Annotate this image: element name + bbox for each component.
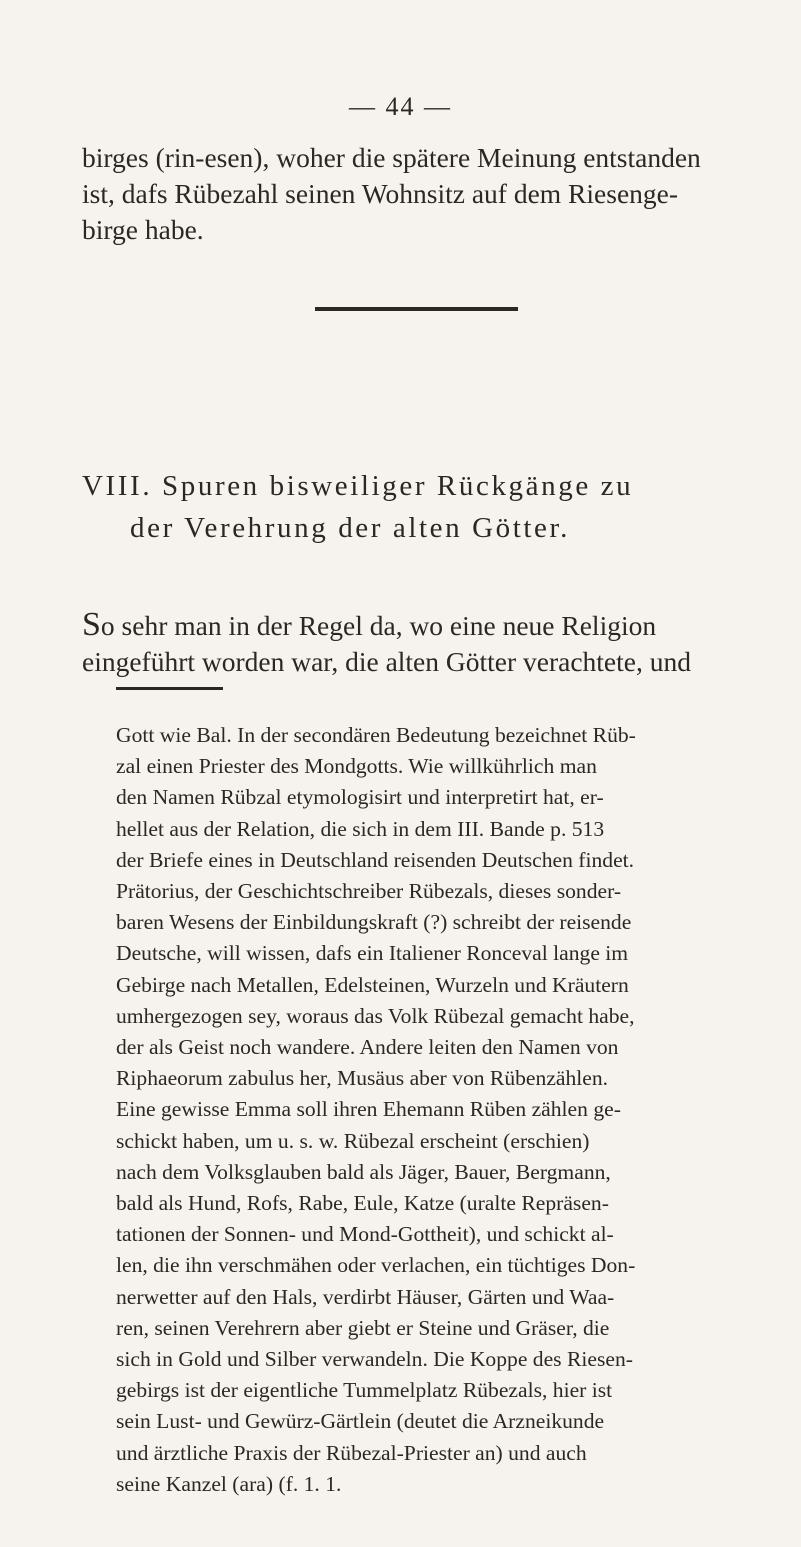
text-line: ist, dafs Rübezahl seinen Wohnsitz auf dem Riesenge- <box>82 178 679 209</box>
footnote-line: den Namen Rübzal etymologisirt und interpretirt hat, er- <box>116 785 604 810</box>
footnote-line: umhergezogen sey, woraus das Volk Rübezal gemacht habe, <box>116 1003 635 1028</box>
footnote-line: len, die ihn verschmähen oder verlachen, ein tüchtiges Don- <box>116 1253 636 1278</box>
footnote-line: seine Kanzel (ara) (f. 1. 1. <box>116 1471 342 1496</box>
text-line: eingeführt worden war, die alten Götter verachtete, und <box>82 646 691 677</box>
text-line-rest: o sehr man in der Regel da, wo eine neue Religion <box>100 610 657 641</box>
page-number: — 44 — <box>349 92 452 121</box>
initial-letter: S <box>82 606 101 643</box>
footnote-line: sein Lust- und Gewürz-Gärtlein (deutet die Arzneikunde <box>116 1409 605 1434</box>
footnote-line: Gott wie Bal. In der secondären Bedeutung bezeichnet Rüb- <box>116 723 636 747</box>
body-paragraph <box>82 607 762 680</box>
footnote-line: zal einen Priester des Mondgotts. Wie willkührlich man <box>116 754 597 779</box>
footnote-divider <box>116 687 223 690</box>
footnote-line: der Briefe eines in Deutschland reisenden Deutschen findet. <box>116 847 635 872</box>
footnote-line: hellet aus der Relation, die sich in dem III. Bande p. 513 <box>116 816 605 841</box>
text-line: birges (rin-esen), woher die spätere Meinung entstanden <box>82 142 701 173</box>
footnote-line: Deutsche, will wissen, dafs ein Italiener Ronceval lange im <box>116 941 629 966</box>
footnote-line: Prätorius, der Geschichtschreiber Rübezals, dieses sonder- <box>116 879 622 904</box>
text-line: birge habe. <box>82 214 204 245</box>
footnote-line: Eine gewisse Emma soll ihren Ehemann Rüben zählen ge- <box>116 1097 621 1122</box>
footnote-line: tationen der Sonnen- und Mond-Gottheit), und schickt al- <box>116 1222 614 1247</box>
footnote-line: gebirgs ist der eigentliche Tummelplatz Rübezals, hier ist <box>116 1378 613 1403</box>
footnote-line: bald als Hund, Rofs, Rabe, Eule, Katze (uralte Repräsen- <box>116 1191 609 1216</box>
footnote-line: ren, seinen Verehrern aber giebt er Steine und Gräser, die <box>116 1315 610 1340</box>
footnote-line: der als Geist noch wandere. Andere leiten den Namen von <box>116 1035 619 1060</box>
footnote-line: sich in Gold und Silber verwandeln. Die Koppe des Riesen- <box>116 1347 633 1372</box>
footnote <box>116 720 766 1500</box>
heading-line: der Verehrung der alten Götter. <box>130 512 571 544</box>
footnote-line: und ärztliche Praxis der Rübezal-Priester an) und auch <box>116 1440 587 1465</box>
section-heading <box>82 465 762 549</box>
intro-paragraph <box>82 140 762 248</box>
footnote-line: baren Wesens der Einbildungskraft (?) schreibt der reisende <box>116 910 632 935</box>
footnote-line: nerwetter auf den Hals, verdirbt Häuser, Gärten und Waa- <box>116 1284 615 1309</box>
footnote-line: schickt haben, um u. s. w. Rübezal erscheint (erschien) <box>116 1128 590 1153</box>
section-divider <box>315 307 518 311</box>
heading-line: VIII. Spuren bisweiliger Rückgänge zu <box>82 470 634 502</box>
text-line <box>82 607 762 644</box>
footnote-line: nach dem Volksglauben bald als Jäger, Bauer, Bergmann, <box>116 1159 611 1184</box>
footnote-line: Gebirge nach Metallen, Edelsteinen, Wurzeln und Kräutern <box>116 972 629 997</box>
footnote-line: Riphaeorum zabulus her, Musäus aber von Rübenzählen. <box>116 1066 609 1091</box>
